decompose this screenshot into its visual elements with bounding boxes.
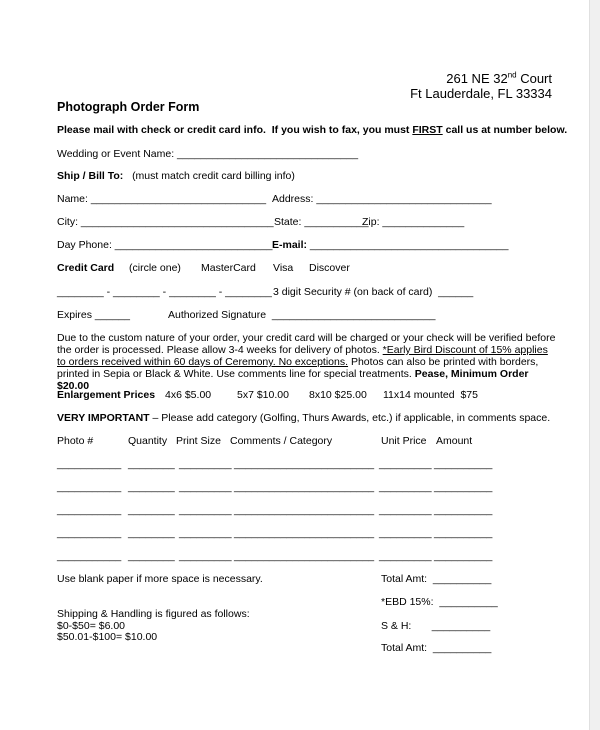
price-4x6: 4x6 $5.00 xyxy=(165,389,212,401)
ebd-discount-field[interactable]: *EBD 15%: __________ xyxy=(381,596,498,608)
row-quantity-blank[interactable]: ________ xyxy=(128,550,175,562)
price-11x14: 11x14 mounted $75 xyxy=(383,389,478,401)
email-field[interactable]: E-mail: __________________________________ xyxy=(272,239,509,251)
row-photo-blank[interactable]: ___________ xyxy=(57,481,122,493)
col-comments: Comments / Category xyxy=(230,435,333,447)
col-print-size: Print Size xyxy=(176,435,221,447)
row-unit-price-blank[interactable]: _________ xyxy=(379,481,432,493)
row-amount-blank[interactable]: __________ xyxy=(434,481,493,493)
ship-bill-section: Ship / Bill To: (must match credit card billing info) xyxy=(57,170,295,182)
address-city: Ft Lauderdale, FL 33334 xyxy=(410,86,552,101)
row-comments-blank[interactable]: ________________________ xyxy=(234,550,375,562)
row-print-size-blank[interactable]: _________ xyxy=(179,550,232,562)
row-print-size-blank[interactable]: _________ xyxy=(179,527,232,539)
security-code-field[interactable]: 3 digit Security # (on back of card) ______ xyxy=(273,286,474,298)
row-unit-price-blank[interactable]: _________ xyxy=(379,458,432,470)
very-important-note: VERY IMPORTANT – Please add category (Golfing, Thurs Awards, etc.) if applicable, in comments space. xyxy=(57,412,551,424)
shipping-tier-1: $0-$50= $6.00 xyxy=(57,620,126,632)
expires-field[interactable]: Expires ______ xyxy=(57,309,130,321)
blank-paper-note: Use blank paper if more space is necessary. xyxy=(57,573,263,585)
col-photo-number: Photo # xyxy=(57,435,94,447)
shipping-tier-2: $50.01-$100= $10.00 xyxy=(57,631,158,643)
option-mastercard[interactable]: MasterCard xyxy=(201,262,256,274)
address-street: 261 NE 32nd Court xyxy=(446,70,552,86)
row-quantity-blank[interactable]: ________ xyxy=(128,504,175,516)
zip-field[interactable]: Zip: ______________ xyxy=(362,216,465,228)
row-print-size-blank[interactable]: _________ xyxy=(179,458,232,470)
form-title: Photograph Order Form xyxy=(57,100,200,114)
row-unit-price-blank[interactable]: _________ xyxy=(379,504,432,516)
row-photo-blank[interactable]: ___________ xyxy=(57,458,122,470)
price-5x7: 5x7 $10.00 xyxy=(237,389,289,401)
col-amount: Amount xyxy=(436,435,473,447)
shipping-handling-field[interactable]: S & H: __________ xyxy=(381,620,491,632)
row-comments-blank[interactable]: ________________________ xyxy=(234,458,375,470)
row-amount-blank[interactable]: __________ xyxy=(434,550,493,562)
row-print-size-blank[interactable]: _________ xyxy=(179,481,232,493)
state-field[interactable]: State: ___________ xyxy=(274,216,369,228)
row-unit-price-blank[interactable]: _________ xyxy=(379,550,432,562)
row-comments-blank[interactable]: ________________________ xyxy=(234,504,375,516)
row-unit-price-blank[interactable]: _________ xyxy=(379,527,432,539)
order-notice: Due to the custom nature of your order, your credit card will be charged or your check will be verified before the order is processed. Please allow 3-4 weeks for delivery of photos. *Early Bird Discount of 15% applies to orders received within 60 days of Ceremony. No exceptions. Photos can also be printed with borders, printed in Sepia or Black & White. Use comments line for special treatments. Pease, Minimum Order $20.00 xyxy=(57,332,556,392)
grand-total-field[interactable]: Total Amt: __________ xyxy=(381,642,492,654)
address-field[interactable]: Address: ______________________________ xyxy=(272,193,492,205)
col-quantity: Quantity xyxy=(128,435,168,447)
mail-instructions: Please mail with check or credit card info. If you wish to fax, you must FIRST call us at number below. xyxy=(57,124,568,136)
shipping-title: Shipping & Handling is figured as follows: xyxy=(57,608,250,620)
row-print-size-blank[interactable]: _________ xyxy=(179,504,232,516)
row-photo-blank[interactable]: ___________ xyxy=(57,550,122,562)
authorized-signature-field[interactable]: Authorized Signature ____________________________ xyxy=(168,309,436,321)
row-photo-blank[interactable]: ___________ xyxy=(57,527,122,539)
card-number-field[interactable]: ________ - ________ - ________ - ________ xyxy=(57,286,272,298)
col-unit-price: Unit Price xyxy=(381,435,427,447)
option-visa[interactable]: Visa xyxy=(273,262,294,274)
row-quantity-blank[interactable]: ________ xyxy=(128,481,175,493)
row-comments-blank[interactable]: ________________________ xyxy=(234,527,375,539)
row-comments-blank[interactable]: ________________________ xyxy=(234,481,375,493)
day-phone-field[interactable]: Day Phone: ___________________________ xyxy=(57,239,273,251)
vertical-scrollbar[interactable] xyxy=(589,0,600,730)
row-amount-blank[interactable]: __________ xyxy=(434,527,493,539)
city-field[interactable]: City: _________________________________ xyxy=(57,216,274,228)
total-amount-field[interactable]: Total Amt: __________ xyxy=(381,573,492,585)
enlargement-prices-label: Enlargement Prices xyxy=(57,389,156,401)
row-amount-blank[interactable]: __________ xyxy=(434,504,493,516)
row-amount-blank[interactable]: __________ xyxy=(434,458,493,470)
wedding-event-name-field[interactable]: Wedding or Event Name: _______________________________ xyxy=(57,148,359,160)
name-field[interactable]: Name: ______________________________ xyxy=(57,193,267,205)
option-discover[interactable]: Discover xyxy=(309,262,350,274)
price-8x10: 8x10 $25.00 xyxy=(309,389,367,401)
row-quantity-blank[interactable]: ________ xyxy=(128,458,175,470)
row-photo-blank[interactable]: ___________ xyxy=(57,504,122,516)
credit-card-label: Credit Card xyxy=(57,262,115,274)
row-quantity-blank[interactable]: ________ xyxy=(128,527,175,539)
circle-one-note: (circle one) xyxy=(129,262,181,274)
